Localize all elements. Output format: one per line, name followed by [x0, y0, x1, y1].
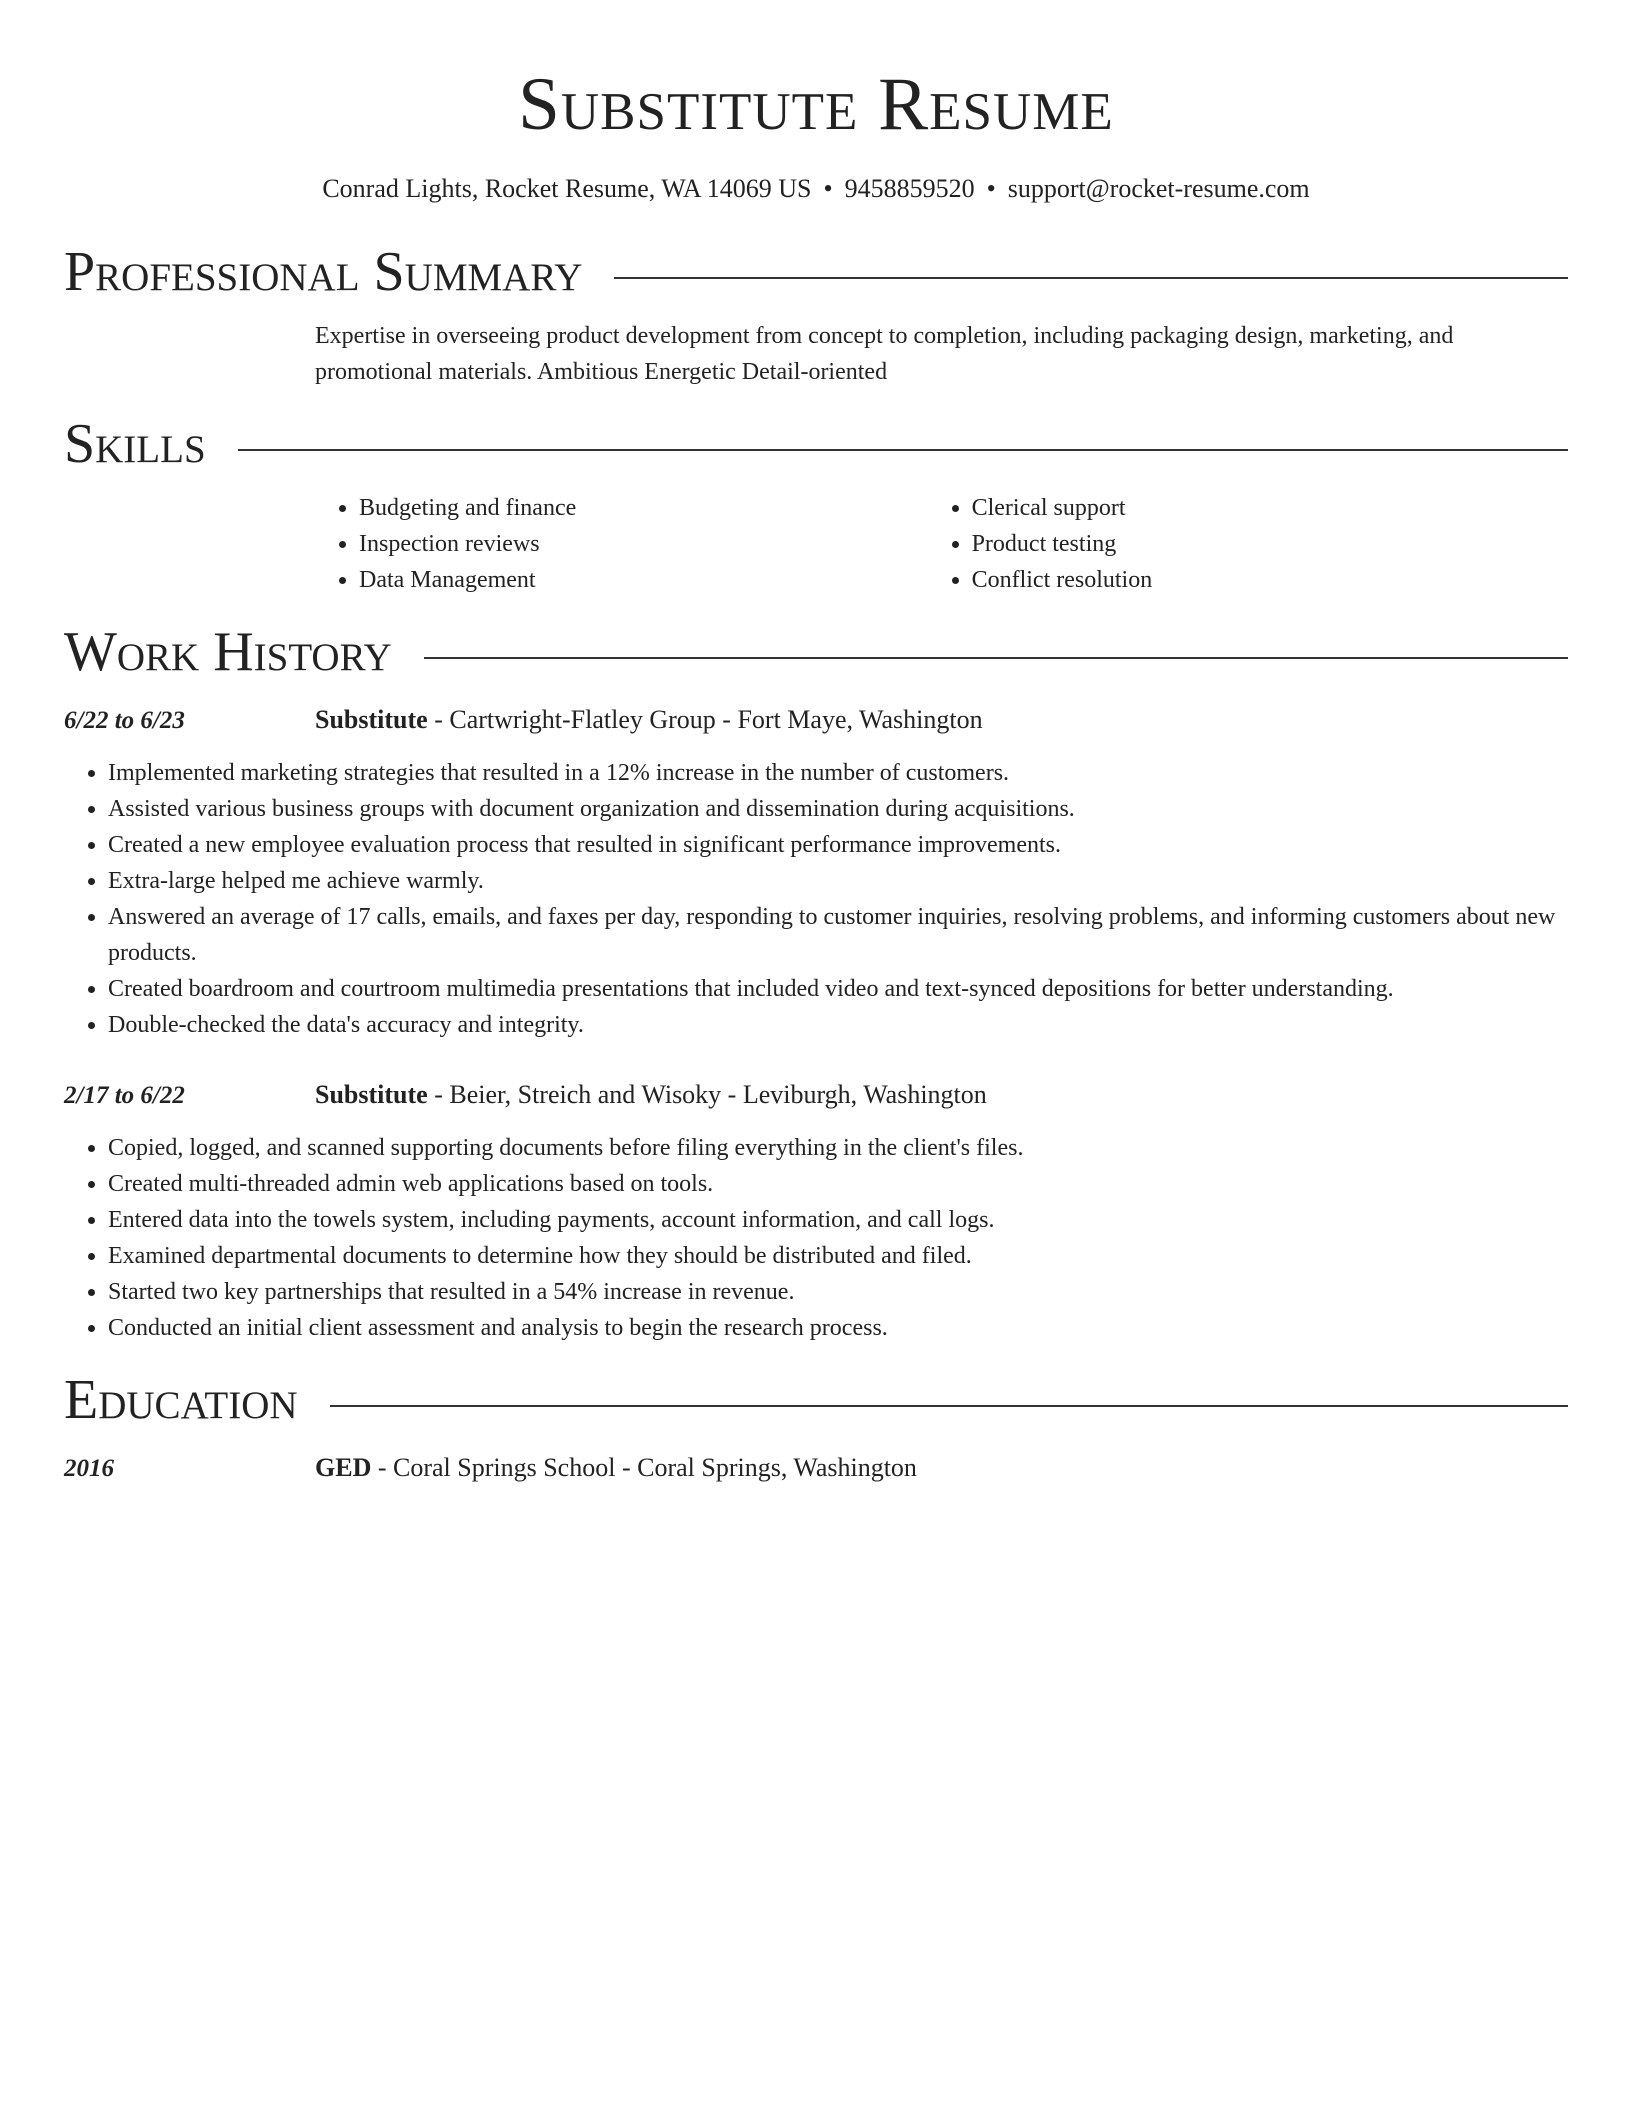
contact-email: support@rocket-resume.com [1007, 174, 1310, 203]
contact-line [64, 172, 1568, 206]
education-section-header [64, 1368, 1568, 1432]
job-bullet: • Created a new employee evaluation process that resulted in significant performance improvements. [108, 827, 1568, 863]
section-divider [330, 1405, 1568, 1407]
skills-column-left [315, 490, 928, 598]
summary-section-header [64, 240, 1568, 304]
job-bullet: • Created multi-threaded admin web applications based on tools. [108, 1166, 1568, 1202]
summary-text: Expertise in overseeing product development from concept to completion, including packaging design, marketing, and promotional materials. Ambitious Energetic Detail-oriented [315, 323, 1454, 385]
job-bullet: • Created boardroom and courtroom multimedia presentations that included video and text-synced depositions for better understanding. [108, 971, 1568, 1007]
skills-heading: Skills [64, 413, 206, 475]
job-header [64, 702, 1568, 739]
job-bullets [64, 755, 1568, 1043]
education-year: 2016 [64, 1455, 114, 1482]
education-degree: GED [315, 1453, 372, 1482]
section-divider [614, 277, 1568, 279]
resume-title: Substitute Resume [518, 63, 1114, 146]
education-heading: Education [64, 1369, 298, 1431]
job-header [64, 1077, 1568, 1114]
job-bullet: • Conducted an initial client assessment and analysis to begin the research process. [108, 1310, 1568, 1346]
job-bullet: • Double-checked the data's accuracy and integrity. [108, 1007, 1568, 1043]
education-entry [64, 1450, 1568, 1487]
skills-section-header [64, 412, 1568, 476]
work-section-header [64, 620, 1568, 684]
job-bullet: • Started two key partnerships that resulted in a 54% increase in revenue. [108, 1274, 1568, 1310]
resume-page [64, 0, 1568, 1487]
job-bullet: • Implemented marketing strategies that resulted in a 12% increase in the number of customers. [108, 755, 1568, 791]
skill-item: • Inspection reviews [359, 526, 928, 562]
skills-column-right [928, 490, 1568, 598]
skill-item: • Conflict resolution [972, 562, 1568, 598]
education-header [64, 1450, 1568, 1487]
job-bullet: • Answered an average of 17 calls, emails, and faxes per day, responding to customer inquiries, resolving problems, and informing customers about new products. [108, 899, 1568, 971]
section-divider [424, 657, 1568, 659]
job-bullet: • Examined departmental documents to determine how they should be distributed and filed. [108, 1238, 1568, 1274]
contact-separator: • [986, 174, 996, 203]
job-title: Substitute [315, 1080, 428, 1109]
contact-address: Conrad Lights, Rocket Resume, WA 14069 US [322, 174, 812, 203]
job-dates: 6/22 to 6/23 [64, 707, 185, 734]
skill-item: • Budgeting and finance [359, 490, 928, 526]
skill-item: • Clerical support [972, 490, 1568, 526]
job-bullet: • Extra-large helped me achieve warmly. [108, 863, 1568, 899]
job-bullets [64, 1130, 1568, 1346]
skills-list [315, 490, 1568, 598]
job-entry [64, 1077, 1568, 1346]
section-divider [238, 449, 1568, 451]
contact-separator: • [823, 174, 833, 203]
job-title-line [315, 1077, 987, 1113]
contact-phone: 9458859520 [844, 174, 975, 203]
skill-item: • Product testing [972, 526, 1568, 562]
summary-heading: Professional Summary [64, 241, 583, 303]
job-entry [64, 702, 1568, 1043]
job-dates: 2/17 to 6/22 [64, 1082, 185, 1109]
job-bullet: • Assisted various business groups with document organization and dissemination during acquisitions. [108, 791, 1568, 827]
education-school-location: - Coral Springs School - Coral Springs, Washington [371, 1453, 917, 1482]
job-title-line [315, 702, 983, 738]
job-title: Substitute [315, 705, 428, 734]
job-company-location: - Beier, Streich and Wisoky - Leviburgh, Washington [427, 1080, 987, 1109]
job-bullet: • Entered data into the towels system, including payments, account information, and call logs. [108, 1202, 1568, 1238]
education-line [315, 1450, 917, 1486]
work-heading: Work History [64, 621, 392, 683]
job-company-location: - Cartwright-Flatley Group - Fort Maye, Washington [427, 705, 983, 734]
skill-item: • Data Management [359, 562, 928, 598]
job-bullet: • Copied, logged, and scanned supporting documents before filing everything in the client's files. [108, 1130, 1568, 1166]
